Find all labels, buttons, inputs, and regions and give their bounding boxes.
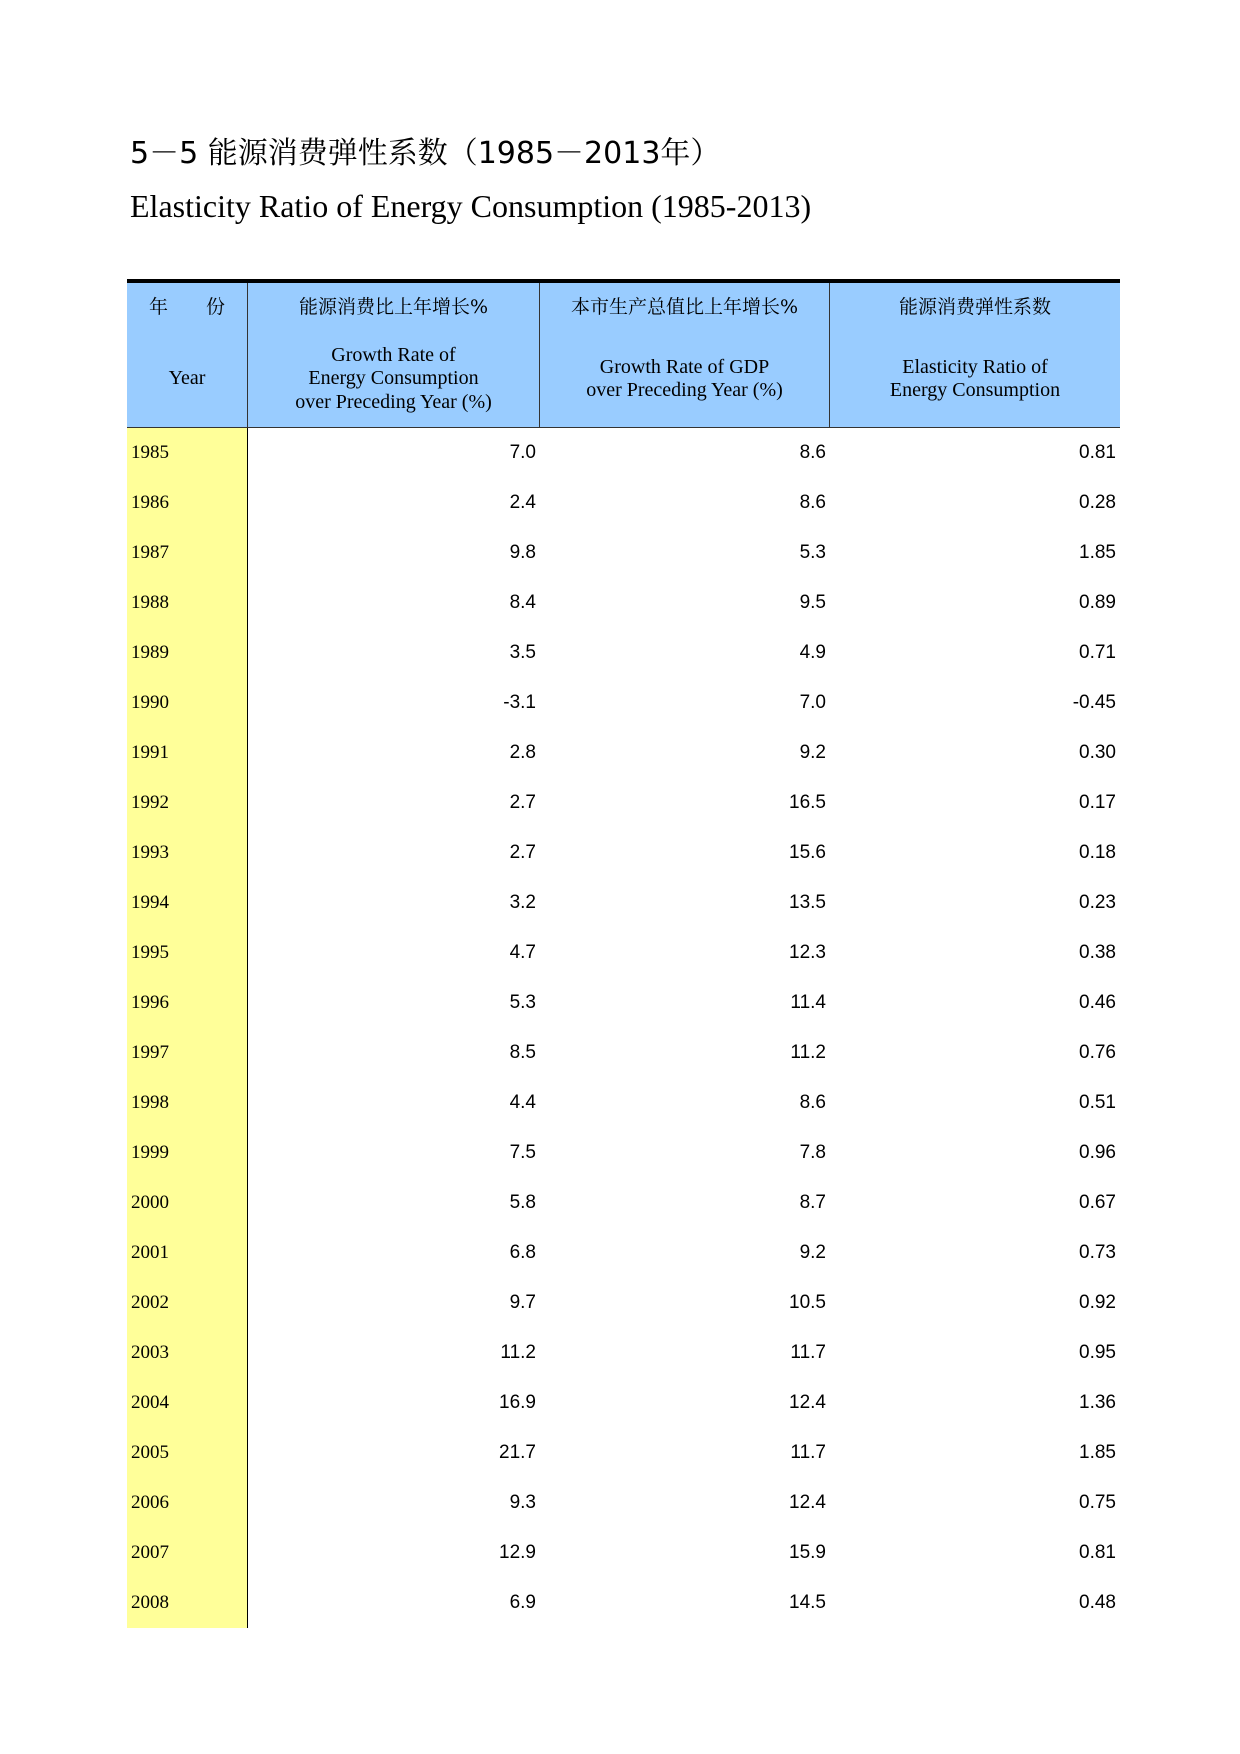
table-row [127,678,1120,728]
elasticity-cell: 0.76 [1079,1042,1116,1063]
page-title-chinese: 5－5 能源消费弹性系数（1985－2013年） [130,136,721,171]
gdp-growth-cell: 15.6 [789,842,826,863]
table-row [127,528,1120,578]
energy-growth-cell: 6.8 [509,1242,536,1263]
gdp-growth-cell: 9.5 [799,592,826,613]
year-cell: 2005 [127,1428,248,1478]
gdp-growth-cell: 8.7 [799,1192,826,1213]
table-row [127,1378,1120,1428]
elasticity-cell: 0.51 [1079,1092,1116,1113]
header-gdp-growth-en [540,333,829,425]
table-row [127,828,1120,878]
elasticity-cell: 0.89 [1079,592,1116,613]
table-row [127,1028,1120,1078]
elasticity-cell: 0.81 [1079,442,1116,463]
gdp-growth-cell: 11.2 [790,1042,826,1063]
table-row [127,478,1120,528]
year-cell: 1986 [127,478,248,528]
energy-growth-cell: 12.9 [499,1542,536,1563]
year-cell: 2006 [127,1478,248,1528]
year-cell: 1987 [127,528,248,578]
header-year-en [127,333,247,425]
year-cell: 1994 [127,878,248,928]
energy-growth-cell: 11.2 [500,1342,536,1363]
gdp-growth-cell: 7.8 [799,1142,826,1163]
header-energy-growth-en-line: Growth Rate of [331,343,456,366]
page-title-english: Elasticity Ratio of Energy Consumption (1985-2013) [130,188,812,224]
table-row [127,1328,1120,1378]
header-year [127,283,248,427]
elasticity-cell: 0.18 [1079,842,1116,863]
table-row [127,1278,1120,1328]
header-gdp-growth-zh: 本市生产总值比上年增长% [570,296,799,318]
year-cell: 1996 [127,978,248,1028]
elasticity-cell: 0.46 [1079,992,1116,1013]
energy-growth-cell: 5.8 [509,1192,536,1213]
table-row [127,978,1120,1028]
energy-growth-cell: 9.8 [509,542,536,563]
elasticity-cell: 0.48 [1079,1592,1116,1613]
header-energy-growth-zh: 能源消费比上年增长% [298,296,489,318]
energy-growth-cell: 9.3 [509,1492,536,1513]
year-cell: 2000 [127,1178,248,1228]
year-cell: 2008 [127,1578,248,1628]
elasticity-cell: 0.67 [1079,1192,1116,1213]
gdp-growth-cell: 15.9 [789,1542,826,1563]
gdp-growth-cell: 13.5 [789,892,826,913]
year-cell: 2007 [127,1528,248,1578]
gdp-growth-cell: 12.4 [789,1492,826,1513]
elasticity-cell: 0.38 [1079,942,1116,963]
table-row [127,728,1120,778]
year-cell: 2004 [127,1378,248,1428]
energy-growth-cell: 3.5 [509,642,536,663]
gdp-growth-cell: 14.5 [789,1592,826,1613]
gdp-growth-cell: 5.3 [799,542,826,563]
header-gdp-growth-en-line: over Preceding Year (%) [586,379,783,401]
elasticity-cell: 0.28 [1079,492,1116,513]
table-row [127,778,1120,828]
year-cell: 1997 [127,1028,248,1078]
table-row [127,1128,1120,1178]
table-row [127,1428,1120,1478]
energy-growth-cell: 21.7 [499,1442,536,1463]
table-row [127,1078,1120,1128]
gdp-growth-cell: 8.6 [799,492,826,513]
elasticity-cell: 0.23 [1079,892,1116,913]
energy-growth-cell: 2.8 [509,742,536,763]
year-cell: 1993 [127,828,248,878]
elasticity-cell: 0.73 [1079,1242,1116,1263]
header-gdp-growth [540,283,830,427]
gdp-growth-cell: 7.0 [799,692,826,713]
energy-growth-cell: 7.5 [509,1142,536,1163]
year-cell: 1998 [127,1078,248,1128]
elasticity-table [127,279,1120,1628]
year-cell: 2003 [127,1328,248,1378]
table-row [127,928,1120,978]
energy-growth-cell: -3.1 [503,692,536,713]
year-cell: 1999 [127,1128,248,1178]
header-elasticity-en-line: Energy Consumption [889,379,1061,401]
header-year-en-line: Year [168,367,206,390]
elasticity-cell: 1.36 [1079,1392,1116,1413]
elasticity-cell: 0.71 [1079,642,1116,663]
header-energy-growth-en-line: over Preceding Year (%) [295,390,492,413]
header-energy-growth-en [248,333,539,425]
energy-growth-cell: 4.4 [509,1092,536,1113]
header-year-zh: 年 份 [148,296,225,318]
energy-growth-cell: 7.0 [509,442,536,463]
elasticity-cell: 0.81 [1079,1542,1116,1563]
table-row [127,628,1120,678]
header-elasticity-zh: 能源消费弹性系数 [898,296,1051,318]
elasticity-cell: -0.45 [1072,692,1116,713]
energy-growth-cell: 8.4 [509,592,536,613]
gdp-growth-cell: 9.2 [799,742,826,763]
elasticity-cell: 1.85 [1079,542,1116,563]
gdp-growth-cell: 4.9 [799,642,826,663]
year-cell: 1990 [127,678,248,728]
year-cell: 1995 [127,928,248,978]
elasticity-cell: 0.95 [1079,1342,1116,1363]
elasticity-cell: 0.30 [1079,742,1116,763]
table-row [127,1178,1120,1228]
table-row [127,878,1120,928]
header-elasticity-en [830,333,1120,425]
table-row [127,1478,1120,1528]
energy-growth-cell: 16.9 [499,1392,536,1413]
year-cell: 2001 [127,1228,248,1278]
gdp-growth-cell: 10.5 [789,1292,826,1313]
table-row [127,1528,1120,1578]
header-gdp-growth-en-line: Growth Rate of GDP [599,355,770,378]
elasticity-cell: 0.96 [1079,1142,1116,1163]
year-cell: 1991 [127,728,248,778]
energy-growth-cell: 5.3 [509,992,536,1013]
energy-growth-cell: 2.4 [509,492,536,513]
table-row [127,578,1120,628]
gdp-growth-cell: 12.3 [789,942,826,963]
gdp-growth-cell: 11.7 [790,1342,826,1363]
gdp-growth-cell: 9.2 [799,1242,826,1263]
energy-growth-cell: 2.7 [509,792,536,813]
table-row [127,1578,1120,1628]
gdp-growth-cell: 8.6 [799,1092,826,1113]
table-row [127,428,1120,478]
table-row [127,1228,1120,1278]
table-body [127,428,1120,1628]
elasticity-cell: 1.85 [1079,1442,1116,1463]
energy-growth-cell: 3.2 [509,892,536,913]
header-energy-growth-en-line: Energy Consumption [308,367,479,390]
table-header-row [127,283,1120,428]
year-cell: 1985 [127,428,248,478]
year-cell: 1988 [127,578,248,628]
elasticity-cell: 0.17 [1079,792,1116,813]
gdp-growth-cell: 16.5 [789,792,826,813]
header-elasticity [830,283,1120,427]
elasticity-cell: 0.75 [1079,1492,1116,1513]
energy-growth-cell: 8.5 [509,1042,536,1063]
energy-growth-cell: 4.7 [509,942,536,963]
gdp-growth-cell: 11.4 [790,992,826,1013]
gdp-growth-cell: 11.7 [790,1442,826,1463]
energy-growth-cell: 2.7 [509,842,536,863]
header-elasticity-en-line: Elasticity Ratio of [902,355,1048,378]
year-cell: 2002 [127,1278,248,1328]
header-energy-growth [248,283,540,427]
year-cell: 1992 [127,778,248,828]
energy-growth-cell: 9.7 [509,1292,536,1313]
elasticity-cell: 0.92 [1079,1292,1116,1313]
gdp-growth-cell: 12.4 [789,1392,826,1413]
energy-growth-cell: 6.9 [509,1592,536,1613]
year-cell: 1989 [127,628,248,678]
gdp-growth-cell: 8.6 [799,442,826,463]
